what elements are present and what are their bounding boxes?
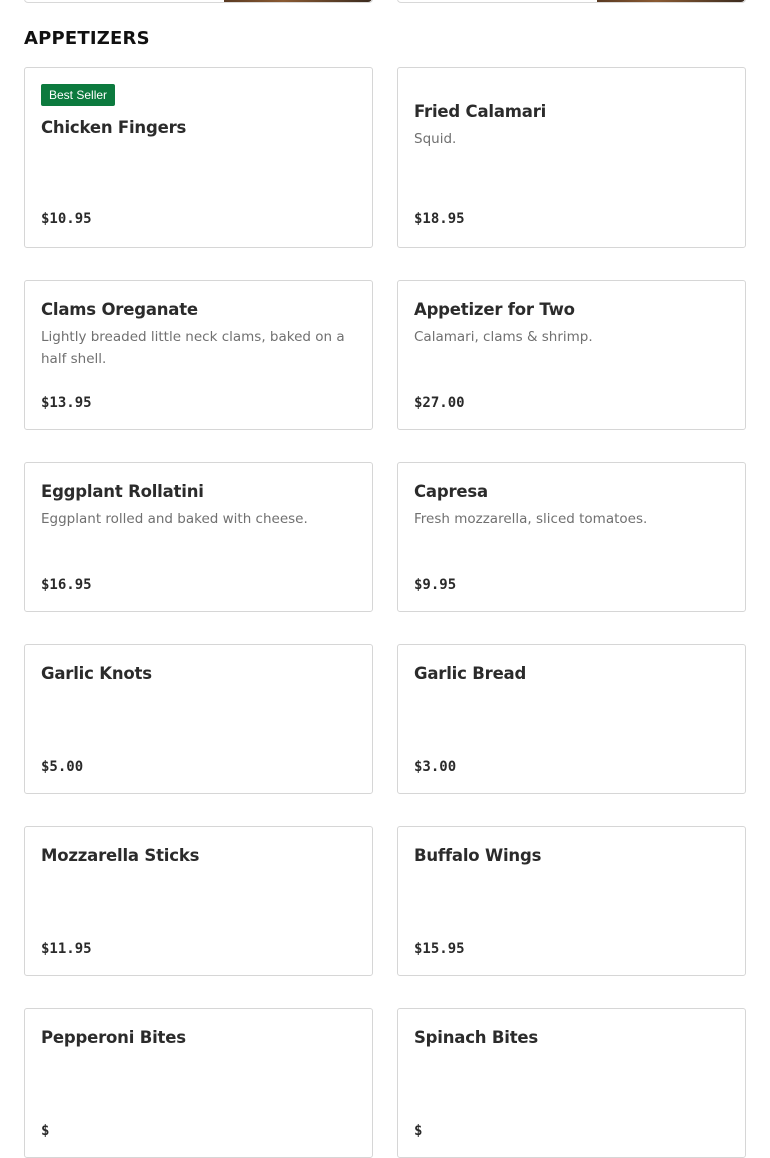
item-price: $5.00 [41, 759, 84, 775]
item-price: $11.95 [41, 941, 92, 957]
item-name: Fried Calamari [414, 102, 547, 121]
item-name: Chicken Fingers [41, 118, 187, 137]
item-description: Calamari, clams & shrimp. [414, 329, 593, 345]
item-price: $ [41, 1123, 50, 1139]
menu-item-card[interactable] [24, 462, 373, 612]
item-name: Appetizer for Two [414, 300, 575, 319]
item-price: $18.95 [414, 211, 465, 227]
menu-item-card[interactable] [24, 644, 373, 794]
menu-items-grid [24, 67, 746, 1158]
menu-item-card[interactable] [397, 1008, 746, 1158]
item-name: Buffalo Wings [414, 846, 542, 865]
previous-menu-card[interactable] [397, 0, 746, 3]
item-thumbnail [224, 0, 372, 2]
item-name: Garlic Bread [414, 664, 527, 683]
item-name: Capresa [414, 482, 488, 501]
menu-item-card[interactable] [24, 1008, 373, 1158]
item-price: $ [414, 1123, 423, 1139]
previous-menu-card[interactable] [24, 0, 373, 3]
item-price: $16.95 [41, 577, 92, 593]
item-price: $3.00 [414, 759, 457, 775]
item-price: $15.95 [414, 941, 465, 957]
item-name: Garlic Knots [41, 664, 152, 683]
section-title: APPETIZERS [24, 28, 150, 49]
item-description: Lightly breaded little neck clams, baked on a half shell. [41, 329, 345, 367]
menu-item-card[interactable] [397, 462, 746, 612]
item-description: Fresh mozzarella, sliced tomatoes. [414, 511, 648, 527]
menu-item-card[interactable] [397, 644, 746, 794]
item-name: Spinach Bites [414, 1028, 539, 1047]
menu-item-card[interactable] [397, 67, 746, 248]
item-description: Eggplant rolled and baked with cheese. [41, 511, 308, 527]
menu-item-card[interactable] [397, 826, 746, 976]
item-price: $10.95 [41, 211, 92, 227]
item-name: Mozzarella Sticks [41, 846, 200, 865]
menu-item-card[interactable] [24, 280, 373, 430]
menu-item-card[interactable] [24, 826, 373, 976]
item-name: Eggplant Rollatini [41, 482, 204, 501]
item-price: $27.00 [414, 395, 465, 411]
best-seller-badge: Best Seller [41, 84, 115, 106]
item-name: Pepperoni Bites [41, 1028, 186, 1047]
menu-item-card[interactable] [397, 280, 746, 430]
item-description: Squid. [414, 131, 457, 147]
item-price: $9.95 [414, 577, 457, 593]
item-price: $13.95 [41, 395, 92, 411]
item-name: Clams Oreganate [41, 300, 198, 319]
item-thumbnail [597, 0, 745, 2]
previous-section-cards [0, 0, 770, 4]
menu-item-card[interactable] [24, 67, 373, 248]
